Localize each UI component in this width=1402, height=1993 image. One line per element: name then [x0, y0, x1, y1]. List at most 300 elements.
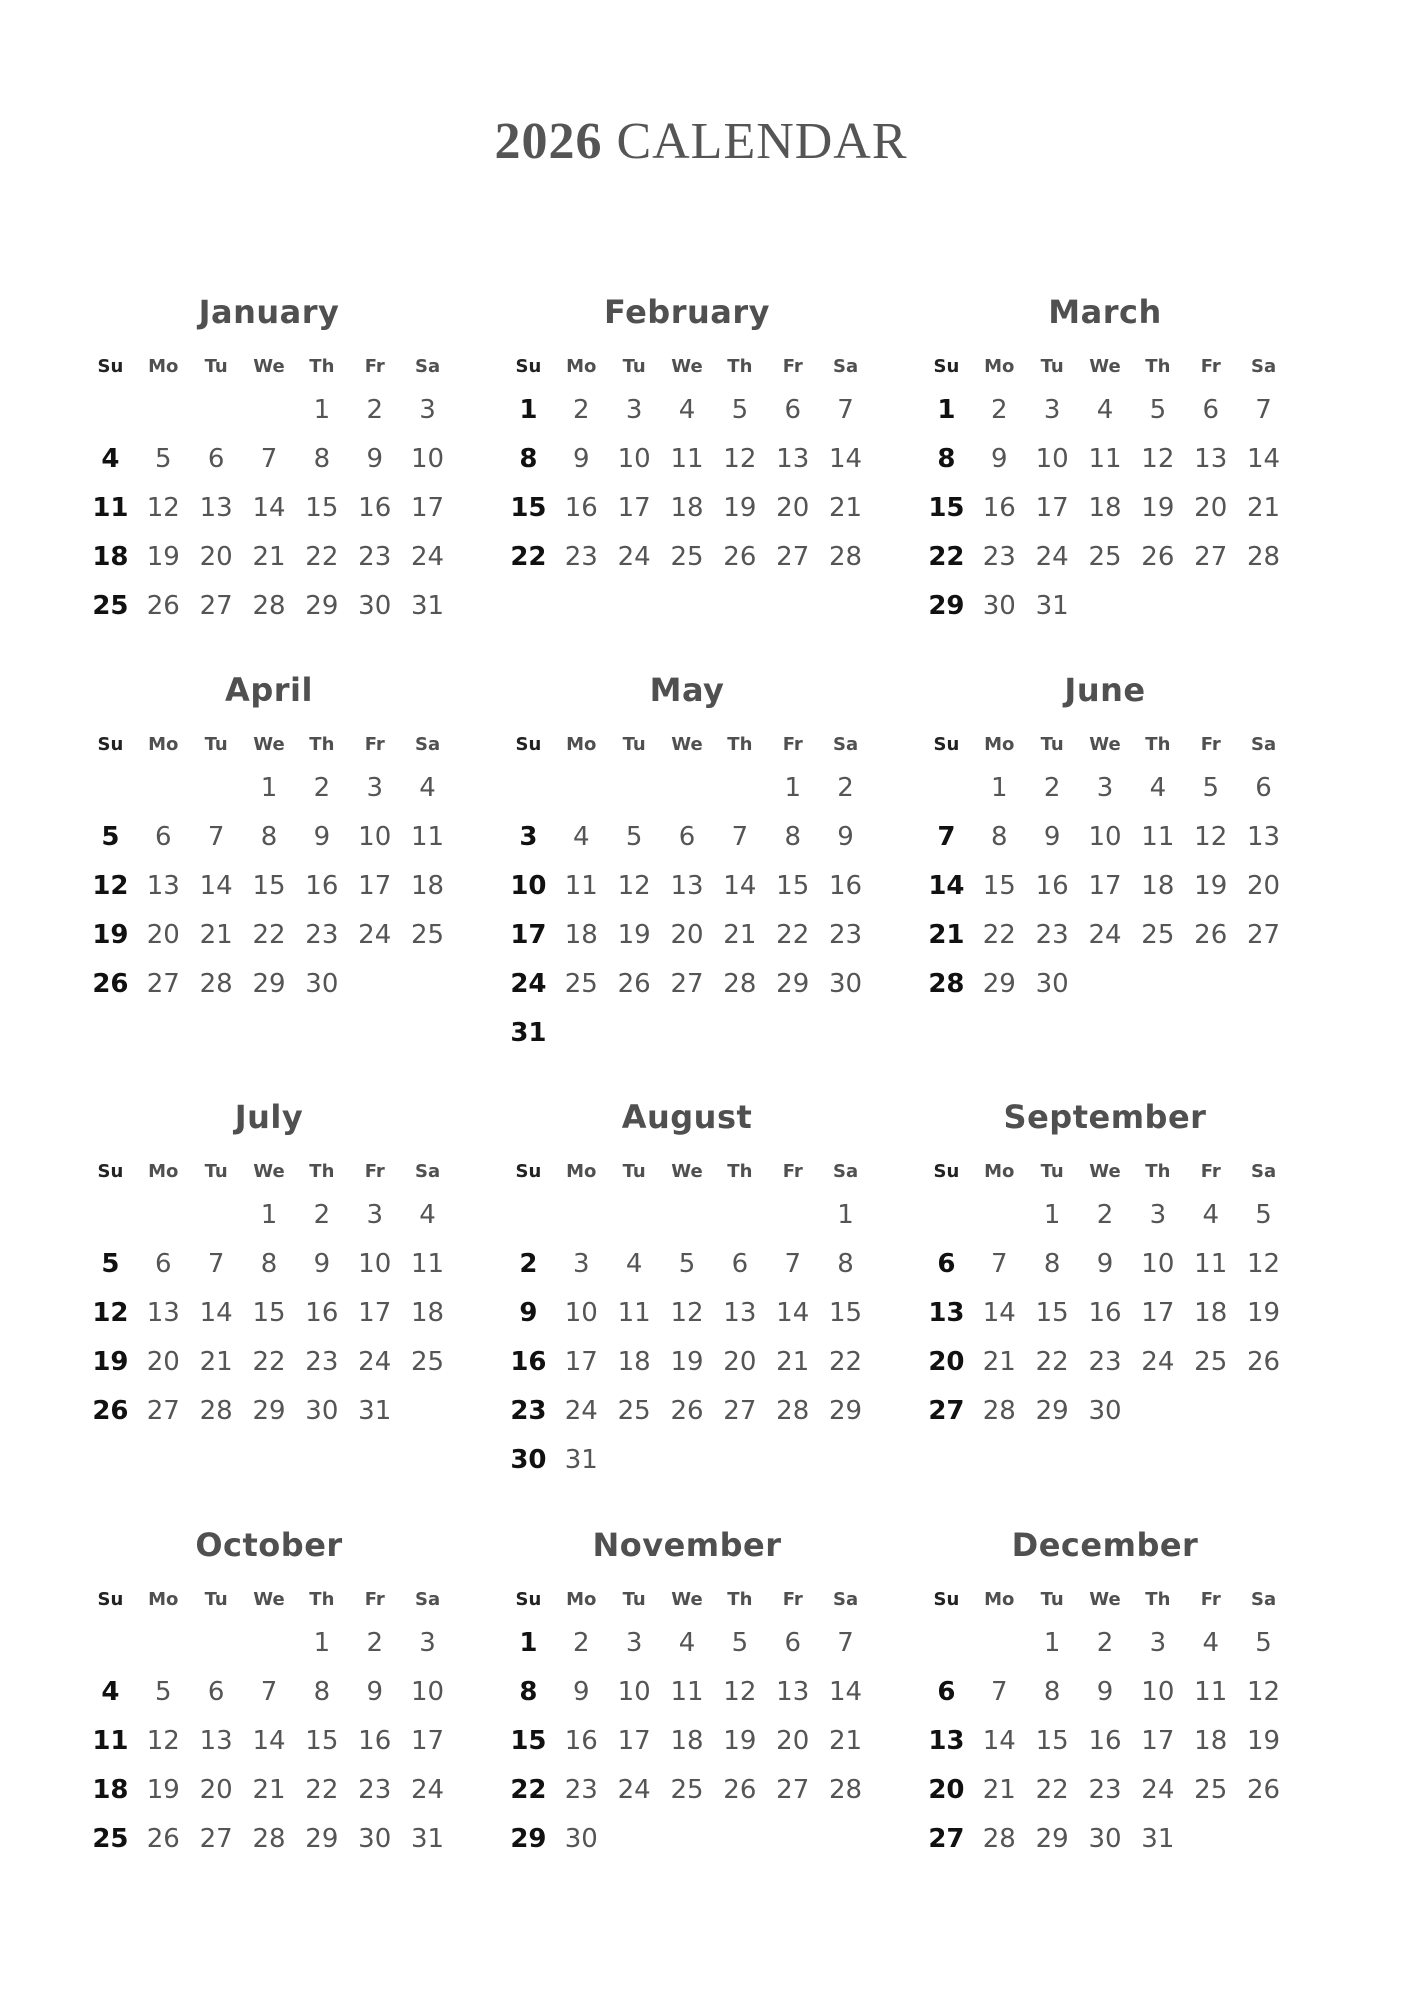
day-cell: 14: [252, 1726, 286, 1756]
day-cell: 9: [313, 822, 331, 852]
weekday-header-row: [920, 1155, 1290, 1187]
day-cell: 15: [982, 871, 1016, 901]
day-cell: 26: [92, 969, 129, 999]
day-cell: 27: [776, 542, 810, 572]
day-cell: 25: [1088, 542, 1122, 572]
day-cell: 23: [982, 542, 1016, 572]
day-cell: 30: [982, 591, 1016, 621]
month-december: [920, 1515, 1290, 1864]
day-cell: 31: [564, 1445, 598, 1475]
day-cell: 20: [723, 1347, 757, 1377]
day-cell: 29: [928, 591, 965, 621]
day-cell: 21: [199, 1347, 233, 1377]
day-cell: 18: [670, 493, 704, 523]
day-cell: 9: [1096, 1677, 1114, 1707]
day-cell: 8: [519, 1677, 538, 1707]
day-cell: 7: [207, 1249, 225, 1279]
day-cell: 14: [829, 444, 863, 474]
day-cell: 1: [313, 395, 331, 425]
day-cell: 2: [1096, 1628, 1114, 1658]
day-cell: 6: [155, 1249, 172, 1279]
day-cell: 28: [982, 1396, 1016, 1426]
day-cell: 3: [1096, 773, 1114, 803]
day-cell: 1: [937, 395, 956, 425]
day-cell: 17: [1088, 871, 1122, 901]
day-cell: 20: [1247, 871, 1281, 901]
day-cell: 31: [358, 1396, 392, 1426]
month-name: July: [234, 1098, 304, 1136]
day-cell: 27: [199, 1824, 233, 1854]
weekday-label: Sa: [415, 733, 441, 755]
month-name: March: [1048, 293, 1162, 331]
weekday-label: Tu: [622, 1160, 646, 1182]
day-cell: 6: [207, 1677, 225, 1707]
day-cell: 15: [510, 493, 547, 523]
weekday-label: Su: [933, 1160, 960, 1182]
weekday-label: Th: [1145, 1588, 1171, 1610]
day-cell: 11: [1194, 1677, 1228, 1707]
day-cell: 5: [1202, 773, 1219, 803]
month-may: [502, 660, 872, 1058]
day-cell: 21: [928, 920, 965, 950]
day-cell: 15: [510, 1726, 547, 1756]
day-cell: 25: [1194, 1775, 1228, 1805]
day-cell: 4: [625, 1249, 643, 1279]
day-cell: 27: [928, 1824, 965, 1854]
day-cell: 24: [564, 1396, 598, 1426]
day-cell: 24: [1088, 920, 1122, 950]
weekday-label: Th: [727, 1588, 753, 1610]
month-october: [84, 1515, 454, 1864]
day-cell: 2: [313, 1200, 331, 1230]
day-cell: 6: [1255, 773, 1272, 803]
day-cell: 7: [784, 1249, 801, 1279]
day-cell: 17: [1035, 493, 1069, 523]
day-cell: 20: [1194, 493, 1228, 523]
day-cell: 16: [829, 871, 863, 901]
day-cell: 17: [358, 1298, 392, 1328]
weekday-label: We: [1089, 733, 1121, 755]
day-cell: 26: [723, 1775, 757, 1805]
weekday-label: Tu: [1040, 355, 1064, 377]
day-cell: 13: [1247, 822, 1281, 852]
day-cell: 29: [829, 1396, 863, 1426]
day-cell: 8: [1043, 1249, 1061, 1279]
day-cell: 10: [617, 444, 651, 474]
day-cell: 13: [199, 1726, 233, 1756]
day-cell: 28: [252, 591, 286, 621]
month-november: [502, 1515, 872, 1864]
day-cell: 5: [731, 1628, 749, 1658]
day-cell: 10: [1141, 1677, 1175, 1707]
weekday-label: Th: [727, 355, 753, 377]
day-cell: 26: [146, 591, 180, 621]
day-cell: 2: [313, 773, 331, 803]
day-cell: 11: [617, 1298, 651, 1328]
weekday-label: Mo: [984, 355, 1015, 377]
day-cell: 30: [510, 1445, 547, 1475]
day-cell: 23: [358, 1775, 392, 1805]
weekday-label: Sa: [1251, 1160, 1277, 1182]
day-cell: 22: [829, 1347, 863, 1377]
day-cell: 26: [617, 969, 651, 999]
weekday-header-row: [502, 1155, 872, 1187]
weekday-label: Th: [727, 1160, 753, 1182]
day-cell: 26: [723, 542, 757, 572]
day-cell: 12: [1247, 1249, 1281, 1279]
day-cell: 27: [1194, 542, 1228, 572]
day-cell: 18: [1141, 871, 1175, 901]
day-cell: 7: [260, 444, 278, 474]
day-cell: 27: [1247, 920, 1281, 950]
day-cell: 16: [1088, 1298, 1122, 1328]
day-cell: 22: [305, 1775, 339, 1805]
day-cell: 8: [313, 1677, 331, 1707]
day-cell: 20: [670, 920, 704, 950]
weekday-label: Mo: [148, 733, 179, 755]
day-cell: 22: [252, 1347, 286, 1377]
day-cell: 21: [1247, 493, 1281, 523]
weekday-label: Sa: [833, 733, 859, 755]
day-cell: 30: [564, 1824, 598, 1854]
day-cell: 29: [510, 1824, 547, 1854]
day-cell: 22: [1035, 1775, 1069, 1805]
day-cell: 8: [1043, 1677, 1061, 1707]
day-cell: 21: [199, 920, 233, 950]
day-cell: 24: [510, 969, 547, 999]
day-cell: 3: [573, 1249, 590, 1279]
day-cell: 11: [92, 1726, 129, 1756]
weekday-label: Sa: [415, 1588, 441, 1610]
day-cell: 3: [419, 395, 436, 425]
day-cell: 12: [146, 493, 180, 523]
day-cell: 19: [146, 542, 180, 572]
day-cell: 22: [510, 542, 547, 572]
weekday-label: We: [1089, 1588, 1121, 1610]
day-cell: 16: [564, 1726, 598, 1756]
day-cell: 20: [928, 1347, 965, 1377]
day-cell: 12: [1194, 822, 1228, 852]
month-january: [84, 282, 454, 631]
day-cell: 3: [1149, 1200, 1167, 1230]
day-cell: 27: [199, 591, 233, 621]
day-grid: [920, 1619, 1290, 1864]
day-cell: 28: [829, 1775, 863, 1805]
day-cell: 30: [305, 969, 339, 999]
day-cell: 23: [510, 1396, 547, 1426]
day-cell: 18: [92, 542, 129, 572]
weekday-label: Mo: [984, 1588, 1015, 1610]
day-cell: 6: [937, 1249, 956, 1279]
weekday-header-row: [84, 350, 454, 382]
day-cell: 16: [358, 1726, 392, 1756]
day-cell: 7: [260, 1677, 278, 1707]
month-name: April: [225, 671, 313, 709]
day-cell: 24: [411, 1775, 445, 1805]
day-cell: 14: [252, 493, 286, 523]
weekday-label: Mo: [148, 355, 179, 377]
day-cell: 12: [92, 871, 129, 901]
day-cell: 26: [146, 1824, 180, 1854]
day-cell: 17: [1141, 1298, 1175, 1328]
day-cell: 12: [723, 444, 757, 474]
weekday-label: Sa: [833, 1160, 859, 1182]
weekday-label: Su: [97, 355, 124, 377]
day-cell: 24: [358, 1347, 392, 1377]
day-cell: 1: [1043, 1628, 1061, 1658]
day-cell: 26: [670, 1396, 704, 1426]
day-cell: 14: [928, 871, 965, 901]
day-cell: 21: [723, 920, 757, 950]
day-cell: 10: [564, 1298, 598, 1328]
day-cell: 11: [670, 444, 704, 474]
day-cell: 28: [776, 1396, 810, 1426]
weekday-header-row: [84, 728, 454, 760]
weekday-label: Su: [515, 733, 542, 755]
day-cell: 29: [776, 969, 810, 999]
day-cell: 23: [564, 1775, 598, 1805]
day-cell: 16: [305, 1298, 339, 1328]
day-cell: 17: [510, 920, 547, 950]
day-cell: 6: [155, 822, 172, 852]
day-cell: 1: [1043, 1200, 1061, 1230]
day-cell: 8: [937, 444, 956, 474]
weekday-label: We: [253, 1160, 285, 1182]
day-cell: 12: [146, 1726, 180, 1756]
day-cell: 10: [1088, 822, 1122, 852]
weekday-header-row: [502, 350, 872, 382]
day-cell: 20: [199, 542, 233, 572]
day-cell: 13: [723, 1298, 757, 1328]
day-cell: 7: [1255, 395, 1272, 425]
day-cell: 10: [1141, 1249, 1175, 1279]
day-cell: 5: [155, 1677, 172, 1707]
day-cell: 3: [625, 1628, 643, 1658]
day-cell: 24: [1141, 1347, 1175, 1377]
weekday-label: Fr: [1200, 733, 1221, 755]
day-cell: 1: [991, 773, 1008, 803]
day-cell: 4: [419, 773, 436, 803]
weekday-label: Th: [1145, 1160, 1171, 1182]
day-grid: [920, 1191, 1290, 1436]
day-grid: [84, 386, 454, 631]
day-cell: 19: [723, 1726, 757, 1756]
day-cell: 16: [305, 871, 339, 901]
day-cell: 7: [991, 1249, 1008, 1279]
weekday-label: Su: [97, 733, 124, 755]
weekday-label: Tu: [204, 733, 228, 755]
month-march: [920, 282, 1290, 631]
day-cell: 14: [829, 1677, 863, 1707]
day-cell: 12: [1247, 1677, 1281, 1707]
day-cell: 4: [1096, 395, 1114, 425]
day-cell: 13: [776, 444, 810, 474]
day-cell: 19: [92, 1347, 129, 1377]
day-cell: 25: [92, 591, 129, 621]
weekday-label: We: [1089, 1160, 1121, 1182]
day-cell: 16: [982, 493, 1016, 523]
day-cell: 7: [731, 822, 749, 852]
weekday-label: Su: [97, 1588, 124, 1610]
month-name: June: [1064, 671, 1146, 709]
month-name: December: [1011, 1526, 1199, 1564]
weekday-label: Sa: [415, 355, 441, 377]
month-name: November: [592, 1526, 782, 1564]
day-cell: 19: [1247, 1298, 1281, 1328]
day-cell: 24: [1035, 542, 1069, 572]
day-cell: 11: [411, 1249, 445, 1279]
day-grid: [502, 386, 872, 582]
day-cell: 8: [260, 822, 278, 852]
day-cell: 23: [1035, 920, 1069, 950]
day-cell: 18: [1088, 493, 1122, 523]
day-cell: 5: [625, 822, 643, 852]
day-cell: 1: [313, 1628, 331, 1658]
day-cell: 11: [92, 493, 129, 523]
weekday-label: Fr: [1200, 1588, 1221, 1610]
day-cell: 8: [837, 1249, 854, 1279]
weekday-label: Fr: [782, 733, 803, 755]
weekday-label: Mo: [566, 1588, 597, 1610]
day-cell: 6: [207, 444, 225, 474]
day-cell: 1: [519, 395, 538, 425]
day-cell: 28: [199, 969, 233, 999]
page-title: [0, 112, 1402, 171]
day-cell: 7: [991, 1677, 1008, 1707]
day-cell: 18: [1194, 1726, 1228, 1756]
day-cell: 29: [305, 591, 339, 621]
day-cell: 25: [1194, 1347, 1228, 1377]
month-name: February: [604, 293, 770, 331]
day-cell: 15: [1035, 1726, 1069, 1756]
weekday-label: Tu: [204, 1588, 228, 1610]
weekday-label: Th: [309, 1588, 335, 1610]
weekday-label: Su: [933, 1588, 960, 1610]
day-cell: 2: [366, 1628, 383, 1658]
day-cell: 30: [358, 591, 392, 621]
title-word: CALENDAR: [616, 113, 908, 170]
day-cell: 9: [366, 1677, 383, 1707]
day-cell: 31: [1035, 591, 1069, 621]
day-cell: 26: [1141, 542, 1175, 572]
day-cell: 20: [146, 920, 180, 950]
weekday-label: Mo: [148, 1160, 179, 1182]
day-cell: 18: [411, 871, 445, 901]
day-cell: 19: [92, 920, 129, 950]
day-grid: [84, 1191, 454, 1436]
day-cell: 13: [928, 1726, 965, 1756]
day-cell: 8: [260, 1249, 278, 1279]
day-cell: 5: [1255, 1200, 1272, 1230]
weekday-label: Tu: [622, 733, 646, 755]
day-cell: 17: [411, 493, 445, 523]
day-cell: 14: [199, 1298, 233, 1328]
day-cell: 9: [991, 444, 1008, 474]
day-cell: 22: [252, 920, 286, 950]
day-cell: 27: [670, 969, 704, 999]
weekday-label: Fr: [782, 1588, 803, 1610]
day-cell: 21: [252, 1775, 286, 1805]
day-cell: 8: [784, 822, 801, 852]
day-cell: 25: [411, 920, 445, 950]
day-cell: 5: [155, 444, 172, 474]
day-cell: 3: [1043, 395, 1061, 425]
day-cell: 23: [305, 1347, 339, 1377]
day-cell: 29: [305, 1824, 339, 1854]
day-cell: 30: [829, 969, 863, 999]
day-cell: 18: [670, 1726, 704, 1756]
day-cell: 25: [670, 1775, 704, 1805]
day-cell: 13: [928, 1298, 965, 1328]
day-cell: 2: [991, 395, 1008, 425]
day-cell: 1: [837, 1200, 854, 1230]
day-cell: 29: [982, 969, 1016, 999]
month-september: [920, 1087, 1290, 1436]
weekday-header-row: [502, 728, 872, 760]
day-cell: 12: [1141, 444, 1175, 474]
day-cell: 29: [252, 969, 286, 999]
day-cell: 12: [723, 1677, 757, 1707]
day-cell: 26: [1247, 1775, 1281, 1805]
day-cell: 12: [92, 1298, 129, 1328]
day-cell: 3: [519, 822, 538, 852]
day-cell: 17: [564, 1347, 598, 1377]
weekday-label: Tu: [1040, 1160, 1064, 1182]
day-cell: 24: [411, 542, 445, 572]
day-cell: 31: [411, 591, 445, 621]
day-cell: 28: [723, 969, 757, 999]
day-cell: 20: [776, 1726, 810, 1756]
weekday-label: Fr: [782, 355, 803, 377]
day-cell: 9: [837, 822, 854, 852]
weekday-label: Sa: [415, 1160, 441, 1182]
month-august: [502, 1087, 872, 1485]
day-cell: 17: [411, 1726, 445, 1756]
weekday-label: Tu: [204, 1160, 228, 1182]
day-cell: 27: [776, 1775, 810, 1805]
day-cell: 27: [928, 1396, 965, 1426]
day-cell: 21: [776, 1347, 810, 1377]
day-cell: 26: [1194, 920, 1228, 950]
day-cell: 17: [1141, 1726, 1175, 1756]
day-cell: 16: [564, 493, 598, 523]
day-cell: 25: [617, 1396, 651, 1426]
day-cell: 23: [1088, 1775, 1122, 1805]
day-cell: 15: [776, 871, 810, 901]
day-cell: 16: [510, 1347, 547, 1377]
weekday-label: Th: [309, 733, 335, 755]
weekday-label: Fr: [364, 1160, 385, 1182]
month-name: May: [649, 671, 725, 709]
weekday-label: We: [671, 733, 703, 755]
day-cell: 10: [358, 822, 392, 852]
day-cell: 25: [411, 1347, 445, 1377]
day-cell: 13: [776, 1677, 810, 1707]
weekday-label: Th: [1145, 355, 1171, 377]
month-july: [84, 1087, 454, 1436]
day-cell: 5: [1255, 1628, 1272, 1658]
day-cell: 21: [829, 493, 863, 523]
weekday-label: Mo: [566, 355, 597, 377]
day-cell: 3: [366, 773, 383, 803]
day-cell: 11: [670, 1677, 704, 1707]
day-cell: 3: [1149, 1628, 1167, 1658]
weekday-label: We: [671, 1160, 703, 1182]
weekday-label: Fr: [364, 355, 385, 377]
weekday-label: Mo: [984, 733, 1015, 755]
day-cell: 22: [982, 920, 1016, 950]
weekday-label: Su: [933, 355, 960, 377]
